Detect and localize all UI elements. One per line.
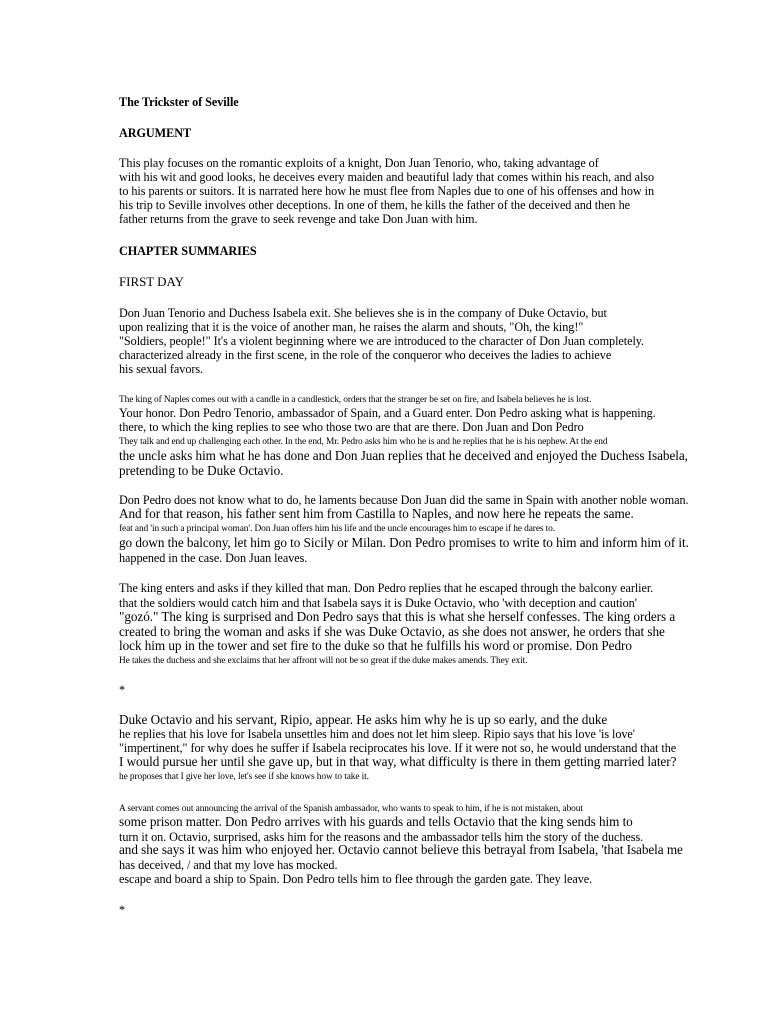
text-line: He takes the duchess and she exclaims that her affront will not be so great if the duke makes amends. They exit. <box>119 656 528 666</box>
text-line: The king of Naples comes out with a candle in a candlestick, orders that the stranger be set on fire, and Isabela believes he is lost. <box>119 395 592 405</box>
text-line: has deceived, / and that my love has mocked. <box>119 858 338 872</box>
text-line: Don Juan Tenorio and Duchess Isabela exit. She believes she is in the company of Duke Octavio, but <box>119 306 607 320</box>
text-line: "impertinent," for why does he suffer if Isabela reciprocates his love. If it were not so, he would understand that the <box>119 741 677 755</box>
text-line: the uncle asks him what he has done and Don Juan replies that he deceived and enjoyed the Duchess Isabela, <box>119 448 688 463</box>
document-title: The Trickster of Seville <box>119 95 239 109</box>
text-line: go down the balcony, let him go to Sicily or Milan. Don Pedro promises to write to him and inform him of it. <box>119 535 689 550</box>
first-day-heading: FIRST DAY <box>119 274 184 289</box>
text-line: characterized already in the first scene, in the role of the conqueror who deceives the ladies to achieve <box>119 348 612 362</box>
text-line: This play focuses on the romantic exploits of a knight, Don Juan Tenorio, who, taking advantage of <box>119 156 599 170</box>
chapter-summaries-heading: CHAPTER SUMMARIES <box>119 244 257 258</box>
text-line: happened in the case. Don Juan leaves. <box>119 551 308 565</box>
text-line: his trip to Seville involves other deceptions. In one of them, he kills the father of the deceived and then he <box>119 198 630 212</box>
text-line: escape and board a ship to Spain. Don Pedro tells him to flee through the garden gate. They leave. <box>119 872 593 886</box>
text-line: created to bring the woman and asks if she was Duke Octavio, as she does not answer, he orders that she <box>119 624 665 639</box>
text-line: and she says it was him who enjoyed her. Octavio cannot believe this betrayal from Isabela, 'that Isabela me <box>119 842 683 857</box>
text-line: some prison matter. Don Pedro arrives with his guards and tells Octavio that the king sends him to <box>119 814 633 829</box>
text-line: I would pursue her until she gave up, but in that way, what difficulty is there in them getting married later? <box>119 754 677 769</box>
text-line: he proposes that I give her love, let's see if she knows how to take it. <box>119 772 369 782</box>
text-line: with his wit and good looks, he deceives every maiden and beautiful lady that comes within his reach, and also <box>119 170 655 184</box>
text-line: "gozó." The king is surprised and Don Pedro says that this is what she herself confesses. The king orders a <box>119 609 676 624</box>
text-line: A servant comes out announcing the arrival of the Spanish ambassador, who wants to speak to him, if he is not mistaken, about <box>119 804 583 814</box>
text-line: "Soldiers, people!" It's a violent beginning where we are introduced to the character of Don Juan completely. <box>119 334 645 348</box>
text-line: he replies that his love for Isabela unsettles him and does not let him sleep. Ripio says that his love 'is love' <box>119 727 635 741</box>
text-line: that the soldiers would catch him and that Isabela says it is Duke Octavio, who 'with deception and caution' <box>119 596 637 610</box>
text-line: upon realizing that it is the voice of another man, he raises the alarm and shouts, "Oh, the king!" <box>119 320 584 334</box>
text-line: They talk and end up challenging each other. In the end, Mr. Pedro asks him who he is and he replies that he is his nephew. At the end <box>119 437 608 447</box>
text-line: Don Pedro does not know what to do, he laments because Don Juan did the same in Spain with another noble woman. <box>119 493 689 507</box>
text-line: lock him up in the tower and set fire to the duke so that he fulfills his word or promise. Don Pedro <box>119 638 632 653</box>
section-separator: * <box>119 683 126 697</box>
text-line: Duke Octavio and his servant, Ripio, appear. He asks him why he is up so early, and the duke <box>119 712 608 727</box>
text-line: to his parents or suitors. It is narrated here how he must flee from Naples due to one of his offenses and how in <box>119 184 654 198</box>
argument-heading: ARGUMENT <box>119 126 192 140</box>
text-line: turn it on. Octavio, surprised, asks him for the reasons and the ambassador tells him the story of the duchess. <box>119 830 644 844</box>
text-line: feat and 'in such a principal woman'. Don Juan offers him his life and the uncle encourages him to escape if he dares to. <box>119 524 556 534</box>
section-separator: * <box>119 903 126 917</box>
text-line: The king enters and asks if they killed that man. Don Pedro replies that he escaped through the balcony earlier. <box>119 581 654 595</box>
text-line: And for that reason, his father sent him from Castilla to Naples, and now here he repeats the same. <box>119 506 634 521</box>
text-line: pretending to be Duke Octavio. <box>119 463 284 478</box>
text-line: Your honor. Don Pedro Tenorio, ambassador of Spain, and a Guard enter. Don Pedro asking what is happening. <box>119 406 656 420</box>
text-line: there, to which the king replies to see who those two are that are there. Don Juan and Don Pedro <box>119 420 584 434</box>
text-line: father returns from the grave to seek revenge and take Don Juan with him. <box>119 212 478 226</box>
text-line: his sexual favors. <box>119 362 204 376</box>
